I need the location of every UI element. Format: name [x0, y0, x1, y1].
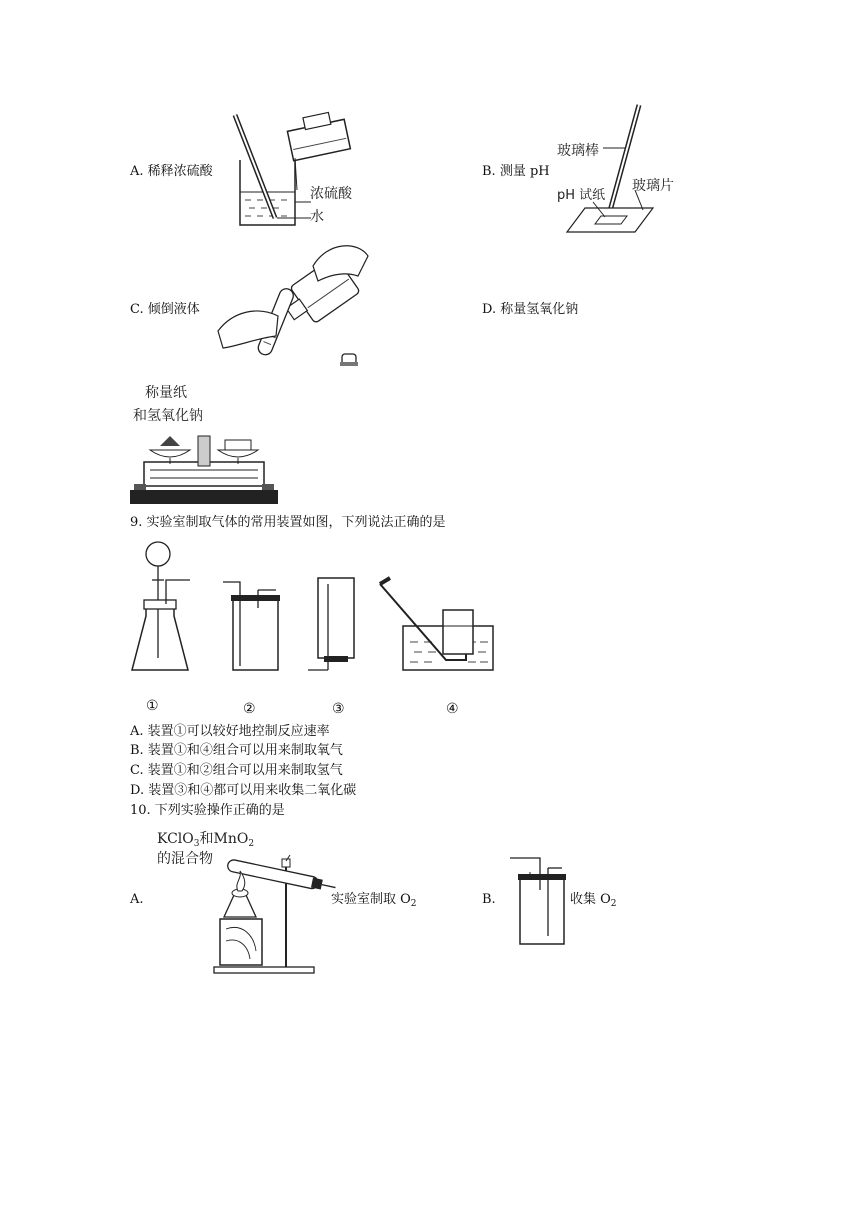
balance-figure — [130, 428, 280, 508]
ph-paper-label: pH 试纸 — [557, 188, 606, 203]
oxygen-prep-figure — [212, 855, 332, 977]
dilute-acid-figure — [225, 110, 375, 230]
collect-oxygen-figure — [508, 850, 568, 948]
q9-option-c: C. 装置①和②组合可以用来制取氢气 — [130, 763, 343, 778]
ph-test-figure — [555, 100, 675, 240]
water-label: 水 — [310, 209, 324, 225]
naoh-label: 和氢氧化钠 — [133, 408, 203, 424]
apparatus-label-4: ④ — [446, 701, 459, 717]
q10-stem: 10. 下列实验操作正确的是 — [130, 803, 285, 818]
q10-option-a-label: A. — [130, 892, 144, 907]
apparatus-label-2: ② — [243, 701, 256, 717]
kclo3-mno2-label: KClO$_3$和MnO$_2$ — [157, 831, 255, 849]
q8-option-a-label: A. 稀释浓硫酸 — [130, 164, 213, 179]
q8-option-c-label: C. 倾倒液体 — [130, 302, 200, 317]
q8-option-b-label: B. 测量 pH — [482, 164, 550, 179]
glass-plate-label: 玻璃片 — [632, 178, 674, 194]
q8-option-d-label: D. 称量氢氧化钠 — [482, 302, 579, 317]
apparatus-label-3: ③ — [332, 701, 345, 717]
weighing-paper-label: 称量纸 — [145, 385, 187, 401]
q10-option-b-label: B. — [482, 892, 496, 907]
apparatus-label-1: ① — [146, 698, 159, 714]
glass-rod-label: 玻璃棒 — [557, 143, 599, 159]
gas-apparatus-figure — [128, 538, 508, 683]
q9-option-b: B. 装置①和④组合可以用来制取氧气 — [130, 743, 343, 758]
q9-option-a: A. 装置①可以较好地控制反应速率 — [130, 724, 330, 739]
pour-liquid-figure — [218, 236, 378, 376]
q10-option-b-caption: 收集 $O_2$ — [570, 892, 617, 909]
concentrated-acid-label: 浓硫酸 — [310, 186, 352, 202]
q9-option-d: D. 装置③和④都可以用来收集二氧化碳 — [130, 783, 357, 798]
mixture-label: 的混合物 — [157, 851, 213, 867]
q9-stem: 9. 实验室制取气体的常用装置如图，下列说法正确的是 — [130, 515, 446, 530]
q10-option-a-caption: 实验室制取 $O_2$ — [331, 892, 417, 909]
